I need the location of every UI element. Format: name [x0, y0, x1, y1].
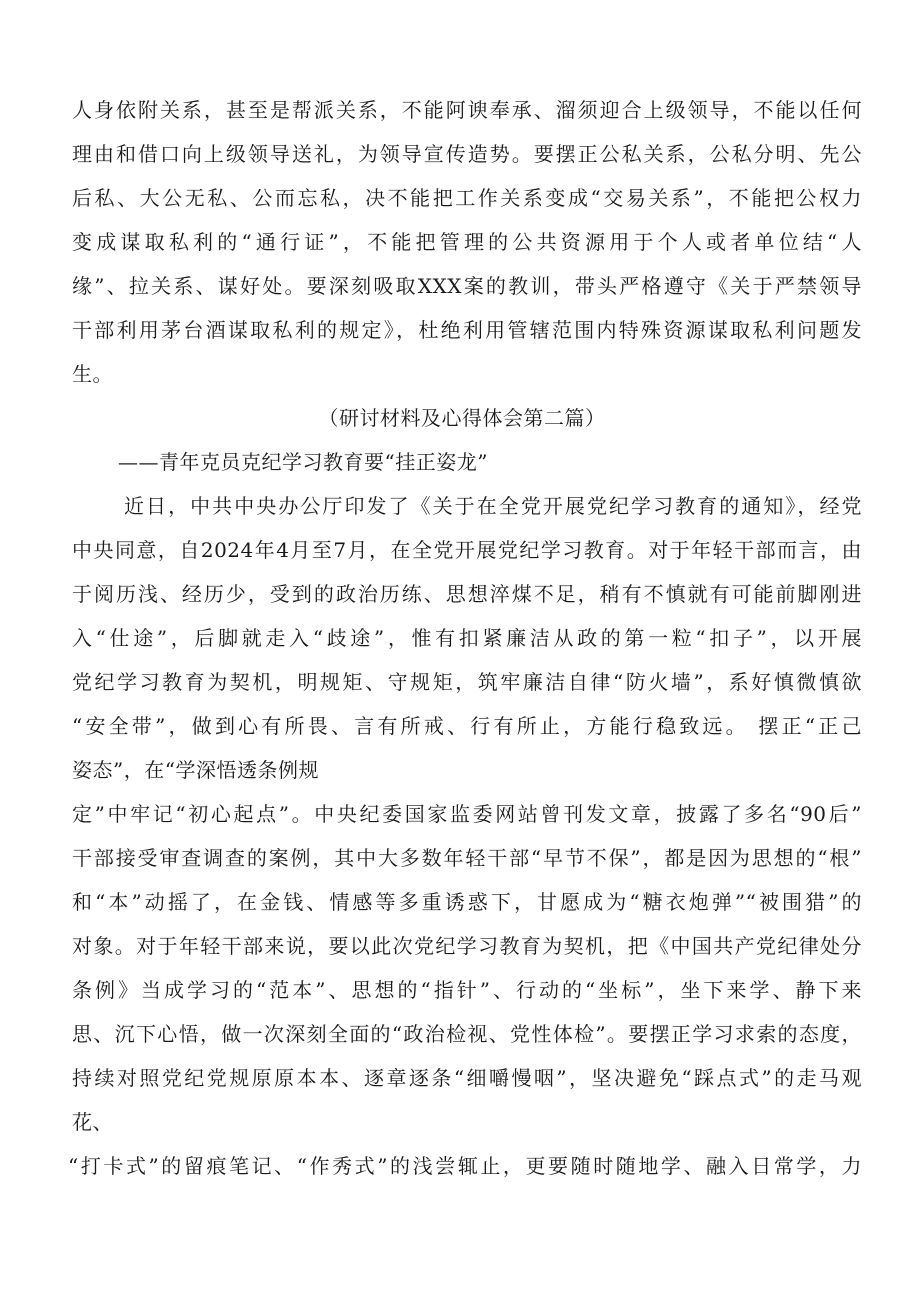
section-subtitle: ——青年克员克纪学习教育要“挂正姿龙”: [118, 450, 488, 474]
paragraph-1-line-4: 变成谋取私利的“通行证”，不能把管理的公共资源用于个人或者单位结“人: [72, 230, 862, 254]
paragraph-2-line-5: 党纪学习教育为契机，明规矩、守规矩，筑牢廉洁自律“防火墙”，系好慎微慎欲: [72, 670, 862, 694]
paragraph-2-line-13: 思、沉下心悟，做一次深刻全面的“政治检视、党性体检”。要摆正学习求索的态度，: [72, 1022, 862, 1046]
paragraph-1-line-6: 干部利用茅台酒谋取私利的规定》，杜绝利用管辖范围内特殊资源谋取私利问题发: [72, 318, 862, 342]
paragraph-1-line-2: 理由和借口向上级领导送礼，为领导宣传造势。要摆正公私关系，公私分明、先公: [72, 142, 862, 166]
paragraph-2-line-12: 条例》当成学习的“范本”、思想的“指针”、行动的“坐标”，坐下来学、静下来: [72, 978, 862, 1002]
paragraph-2-line-10: 和“本”动摇了，在金钱、情感等多重诱惑下，甘愿成为“糖衣炮弹”“被围猎”的: [72, 890, 862, 914]
paragraph-1-line-1: 人身依附关系，甚至是帮派关系，不能阿谀奉承、溜须迎合上级领导，不能以任何: [72, 98, 862, 122]
paragraph-1-line-7: 生。: [72, 362, 113, 386]
section-title: （研讨材料及心得体会第二篇）: [318, 406, 606, 430]
paragraph-2-line-4: 入“仕途”，后脚就走入“歧途”，惟有扣紧廉洁从政的第一粒“扣子”，以开展: [72, 626, 862, 650]
paragraph-2-line-2: 中央同意，自2024年4月至7月，在全党开展党纪学习教育。对于年轻干部而言，由: [72, 538, 862, 562]
paragraph-2-line-7: 姿态”，在“学深悟透条例规: [72, 758, 319, 782]
paragraph-2-line-8: 定”中牢记“初心起点”。中央纪委国家监委网站曾刊发文章，披露了多名“90后”: [72, 802, 862, 826]
paragraph-2-line-15: 花、: [72, 1110, 113, 1134]
paragraph-2-line-3: 于阅历浅、经历少，受到的政治历练、思想淬煤不足，稍有不慎就有可能前脚刚进: [72, 582, 862, 606]
paragraph-2-line-11: 对象。对于年轻干部来说，要以此次党纪学习教育为契机，把《中国共产党纪律处分: [72, 934, 862, 958]
paragraph-2-line-14: 持续对照党纪党规原原本本、逐章逐条“细嚼慢咽”，坚决避免“踩点式”的走马观: [72, 1066, 862, 1090]
paragraph-2-line-16: “打卡式”的留痕笔记、“作秀式”的浅尝辄止，更要随时随地学、融入日常学，力: [68, 1154, 862, 1178]
paragraph-1-line-5: 缘”、拉关系、谋好处。要深刻吸取XXX案的教训，带头严格遵守《关于严禁领导: [72, 274, 862, 298]
paragraph-1-line-3: 后私、大公无私、公而忘私，决不能把工作关系变成“交易关系”，不能把公权力: [72, 186, 862, 210]
paragraph-2-line-9: 干部接受审查调查的案例，其中大多数年轻干部“早节不保”，都是因为思想的“根”: [72, 846, 862, 870]
paragraph-2-line-6: “安全带”，做到心有所畏、言有所戒、行有所止，方能行稳致远。 摆正“正己: [72, 714, 862, 738]
paragraph-2-line-1: 近日，中共中央办公厅印发了《关于在全党开展党纪学习教育的通知》，经党: [124, 494, 862, 518]
